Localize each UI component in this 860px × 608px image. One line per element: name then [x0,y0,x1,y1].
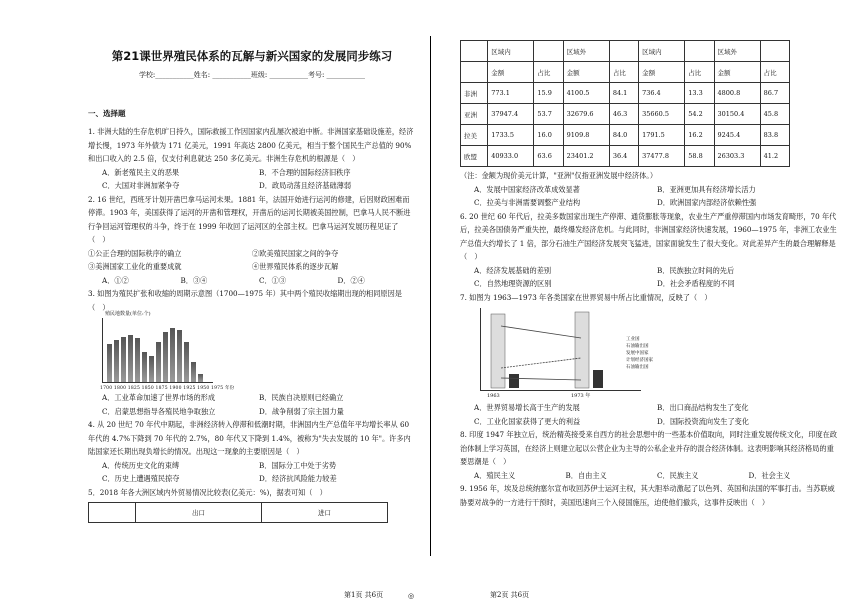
option-a: A．世界贸易增长高于生产的发展 [474,403,580,412]
table-cell: 拉美 [461,125,488,146]
trade-table [460,40,790,167]
table-cell: 16.2 [685,125,714,146]
table-cell: 金额 [714,62,760,83]
option-d: D．国际投资流向发生了变化 [657,416,750,426]
item-1: ①公正合理的国际秩序的确立 [88,248,182,258]
colony-cycle-chart [102,311,213,383]
question-3: 3. 如图为殖民扩张和收缩的周期示意图（1700—1975 年）其中两个殖民收缩期出现的相同原因是（ ） [88,289,402,312]
table-cell: 9109.8 [563,125,609,146]
table-cell: 占比 [685,62,714,83]
table-cell: 金额 [639,62,685,83]
chart-bar [163,332,168,382]
table-cell: 1733.5 [488,125,534,146]
table-cell: 金额 [563,62,609,83]
chart-bar [177,330,182,382]
bar-1963-developing [509,374,519,388]
section-heading: 一、选择题 [88,109,126,118]
chart-bar [170,328,175,382]
footer-page-2: 第2页 共6页 [490,591,530,599]
table-cell [461,62,488,83]
chart-bar [184,342,189,382]
table-cell: 4800.8 [714,83,760,104]
chart-bar [149,356,154,382]
option-c: C．历史上遭遇殖民掠夺 [102,474,180,483]
question-4-options [88,459,416,486]
legend-item: 石油输出国 [626,344,649,349]
legend-item: 石油输出国 [626,365,649,370]
option-c: C．工业化国家获得了更大的利益 [474,416,581,426]
table-cell: 773.1 [488,83,534,104]
table-cell: 非洲 [461,83,488,104]
table-cell: 区域内 [488,41,534,62]
page-title: 第21课世界殖民体系的瓦解与新兴国家的发展同步练习 [111,49,393,63]
table-cell: 58.8 [685,146,714,167]
item-2: ②欧美殖民国家之间的争夺 [252,248,339,258]
table-cell: 736.4 [639,83,685,104]
option-d: D．政局动荡且经济基础薄弱 [259,181,352,190]
table-header-row [461,41,790,62]
chart-bar [107,344,112,382]
table-cell: 83.8 [760,125,789,146]
table-cell: 30150.4 [714,104,760,125]
question-6: 6. 20 世纪 60 年代后，拉美多数国家出现生产停滞、通货膨胀等现象，农业生产严重停滞国内市场发育畸形，70 年代后，拉美各国债务严重失控，最终爆发经济危机。与此同时，非洲国家经济快速发展，1960—1975 年，非洲工农业生产总值大约增长了 1 倍，部分石油生产国经济发展突飞猛进，国家面貌发生了很大变化。对此差异产生的最合理解释是（ ） [460,211,837,261]
table-cell: 占比 [760,62,789,83]
question-7: 7. 如图为 1963—1973 年各类国家在世界贸易中所占比重情况，反映了（ ） [460,292,712,302]
option-b: B．民族自决原则已经确立 [259,393,344,402]
table-cell: 4100.5 [563,83,609,104]
footer-page-1: 第1页 共6页 [344,591,384,599]
question-9: 9. 1956 年，埃及总统纳塞尔宣布收回苏伊士运河主权，其大胆举动激起了以色列、英国和法国的军事打击。当苏联威胁要对战争的一方进行干预时，美国迅速向三个入侵国施压，迫使他们撤兵，这事件反映出（ ） [460,484,835,507]
table-cell: 54.2 [685,104,714,125]
chart-bar [114,340,119,382]
trade-share-chart-svg [481,308,641,390]
table-cell: 41.2 [760,146,789,167]
table-cell [685,41,714,62]
option-b: B．国际分工中处于劣势 [259,460,337,470]
chart-bar [156,342,161,382]
footer-binding-mark: ◎ [408,592,415,600]
table-cell: 占比 [609,62,638,83]
item-3: ③美洲国家工业化的重要成就 [88,262,182,271]
question-5-options [460,183,840,210]
option-a: A．传统历史文化的束缚 [102,460,180,470]
table-cell: 欧盟 [461,146,488,167]
table-subheader-row [461,62,790,83]
option-b: B．民族独立时间的先后 [657,265,735,275]
table-cell: 45.8 [760,104,789,125]
table-cell: 1791.5 [639,125,685,146]
option-d: D．战争削弱了宗主国力量 [259,406,344,416]
trade-share-chart [480,308,641,399]
chart-bar [128,335,133,382]
table-cell: 26303.3 [714,146,760,167]
chart-label: 殖民地数量(单位:个) [105,311,151,317]
option-b: B．不合理的国际经济旧秩序 [259,167,351,177]
table-cell: 区域内 [639,41,685,62]
trade-table-note: （注：金额为现价美元计算，"亚洲"仅指亚洲发展中经济体。） [460,171,658,180]
table-cell: 32679.6 [563,104,609,125]
chart-legend [626,336,653,371]
table-cell: 亚洲 [461,104,488,125]
option-c: C．大国对非洲加紧争夺 [102,181,180,190]
chart-bar [198,374,203,382]
option-d: D．经济抗风险能力较差 [259,474,337,483]
option-c: C．自然地理资源的区别 [474,279,552,288]
table-cell: 区域外 [563,41,609,62]
question-8: 8. 印度 1947 年独立后，统治精英接受来自西方的社会思想中的一些基本价值取向，同时注重发展传统文化，印度在政治体制上学习英国，在经济上则建立起以公营企业为主导的公私企业并存的混合经济体制。这表明影响其经济格局的重要思潮是（ ） [460,430,838,466]
table-cell: 37947.4 [488,104,534,125]
option-a: A．新老殖民主义的恶果 [102,167,180,177]
table-row [461,104,790,125]
table-cell: 区域外 [714,41,760,62]
table-cell: 金额 [488,62,534,83]
bar-1973-industrial [575,312,589,388]
table-cell: 9245.4 [714,125,760,146]
table-cell: 46.3 [609,104,638,125]
option-a: A．工业革命加速了世界市场的形成 [102,393,216,402]
table-cell [609,41,638,62]
table-cell: 53.7 [534,104,563,125]
export-header: 出口 [136,503,262,523]
bar-1963-industrial [491,314,505,388]
question-4: 4. 从 20 世纪 70 年代中期起，非洲经济转入停滞和低潮时期，非洲国内生产总值年平均增长率从 60 年代的 4.7%下降到 70 年代的 2.7%，80 年代又下降到 1.4%，被称为"失去发展的 10 年"。许多内陆国家还长期出现负增长的情况。出现这一现象的主要原因是（ ） [88,420,411,456]
legend-item: 发展中国家 [626,351,649,356]
trade-share-chart-wrap [460,308,840,399]
year-1973: 1973 年 [571,393,591,399]
import-header: 进口 [262,503,388,523]
question-1-options [88,166,416,193]
table-cell: 占比 [534,62,563,83]
chart-bar [135,338,140,382]
item-4: ④世界殖民体系的逐步瓦解 [252,262,339,271]
option-b: B．③④ [180,275,208,285]
trade-table-header [88,502,388,523]
table-cell: 16.0 [534,125,563,146]
chart-bar [191,362,196,382]
chart-bar [121,337,126,382]
table-row [461,125,790,146]
option-d: D．社会矛盾程度的不同 [657,279,735,288]
table-cell: 86.7 [760,83,789,104]
question-1: 1. 非洲大陆的生存危机旷日持久，国际救援工作因国家内乱屡次被迫中断。非洲国家基础设施差，经济增长慢，1973 年外债为 171 亿美元，1991 年高达 2800 亿美元，相当于整个国民生产总值的 90%和出口收入的 2.5 倍，仅支付利息就达 250 多亿美元。非洲生存危机的根源是（ ） [88,127,414,163]
option-a: A．①② [102,275,129,285]
option-c: C．①③ [259,275,287,285]
option-a: A．发展中国家经济改革成效显著 [474,184,580,194]
table-cell [760,41,789,62]
option-c: C．启蒙思想指导各殖民地争取独立 [102,406,216,416]
question-6-options [460,264,840,291]
table-cell: 35660.5 [639,104,685,125]
table-cell: 13.3 [685,83,714,104]
option-c: C．民族主义 [657,470,699,480]
option-c: C．拉美与非洲需要调整产业结构 [474,198,581,207]
table-cell: 23401.2 [563,146,609,167]
option-b: B．出口商品结构发生了变化 [657,403,749,412]
option-b: B．亚洲更加具有经济增长活力 [657,184,756,194]
table-cell: 63.6 [534,146,563,167]
question-7-options [460,401,840,428]
option-b: B．自由主义 [565,470,607,480]
empty-cell [89,503,136,523]
table-cell [534,41,563,62]
option-d: D．欧洲国家内部经济依赖性强 [657,198,757,207]
table-cell: 37477.8 [639,146,685,167]
table-cell: 84.1 [609,83,638,104]
question-3-options [88,391,416,418]
chart-axis-labels: 1700 1800 1825 1850 1875 1900 1925 1950 1975 年份 [100,386,235,391]
option-a: A．经济发展基础的差别 [474,265,552,275]
table-cell: 15.9 [534,83,563,104]
option-a: A．殖民主义 [474,470,516,480]
legend-item: 计划经济国家 [626,358,653,363]
table-cell [461,41,488,62]
table-row [461,83,790,104]
line-series-1 [501,326,581,338]
question-5: 5．2018 年各大洲区域内外贸易情况比较表(亿美元：%)，据表可知（ ） [88,487,327,497]
year-1963: 1963 [487,393,500,399]
option-d: D．②④ [337,275,365,285]
option-d: D．社会主义 [748,470,791,480]
student-info-line: 学校:___________姓名: ___________班级: ___________考号: ___________ [138,71,366,79]
table-cell: 84.0 [609,125,638,146]
line-series-2 [501,358,581,368]
question-2-options [88,274,416,288]
right-page [430,0,860,608]
question-2: 2. 16 世纪，西班牙计划开凿巴拿马运河未果。1881 年，法国开始进行运河的修建，后因财政困难而停滞。1903 年，美国获得了运河的开凿和管理权，开凿后的运河长期被美国控制，巴拿马人民不断进行争回运河管理权的斗争，终于在 1999 年收回了运河区的全部主权。巴拿马运河发展历程见证了（ ） [88,194,411,244]
question-2-items [88,247,416,274]
table-cell: 36.4 [609,146,638,167]
chart-bar [142,352,147,382]
bar-1973-developing [593,370,603,388]
table-cell: 40933.0 [488,146,534,167]
question-8-options [460,469,840,483]
legend-item: 工业国 [626,337,640,342]
table-row [461,146,790,167]
